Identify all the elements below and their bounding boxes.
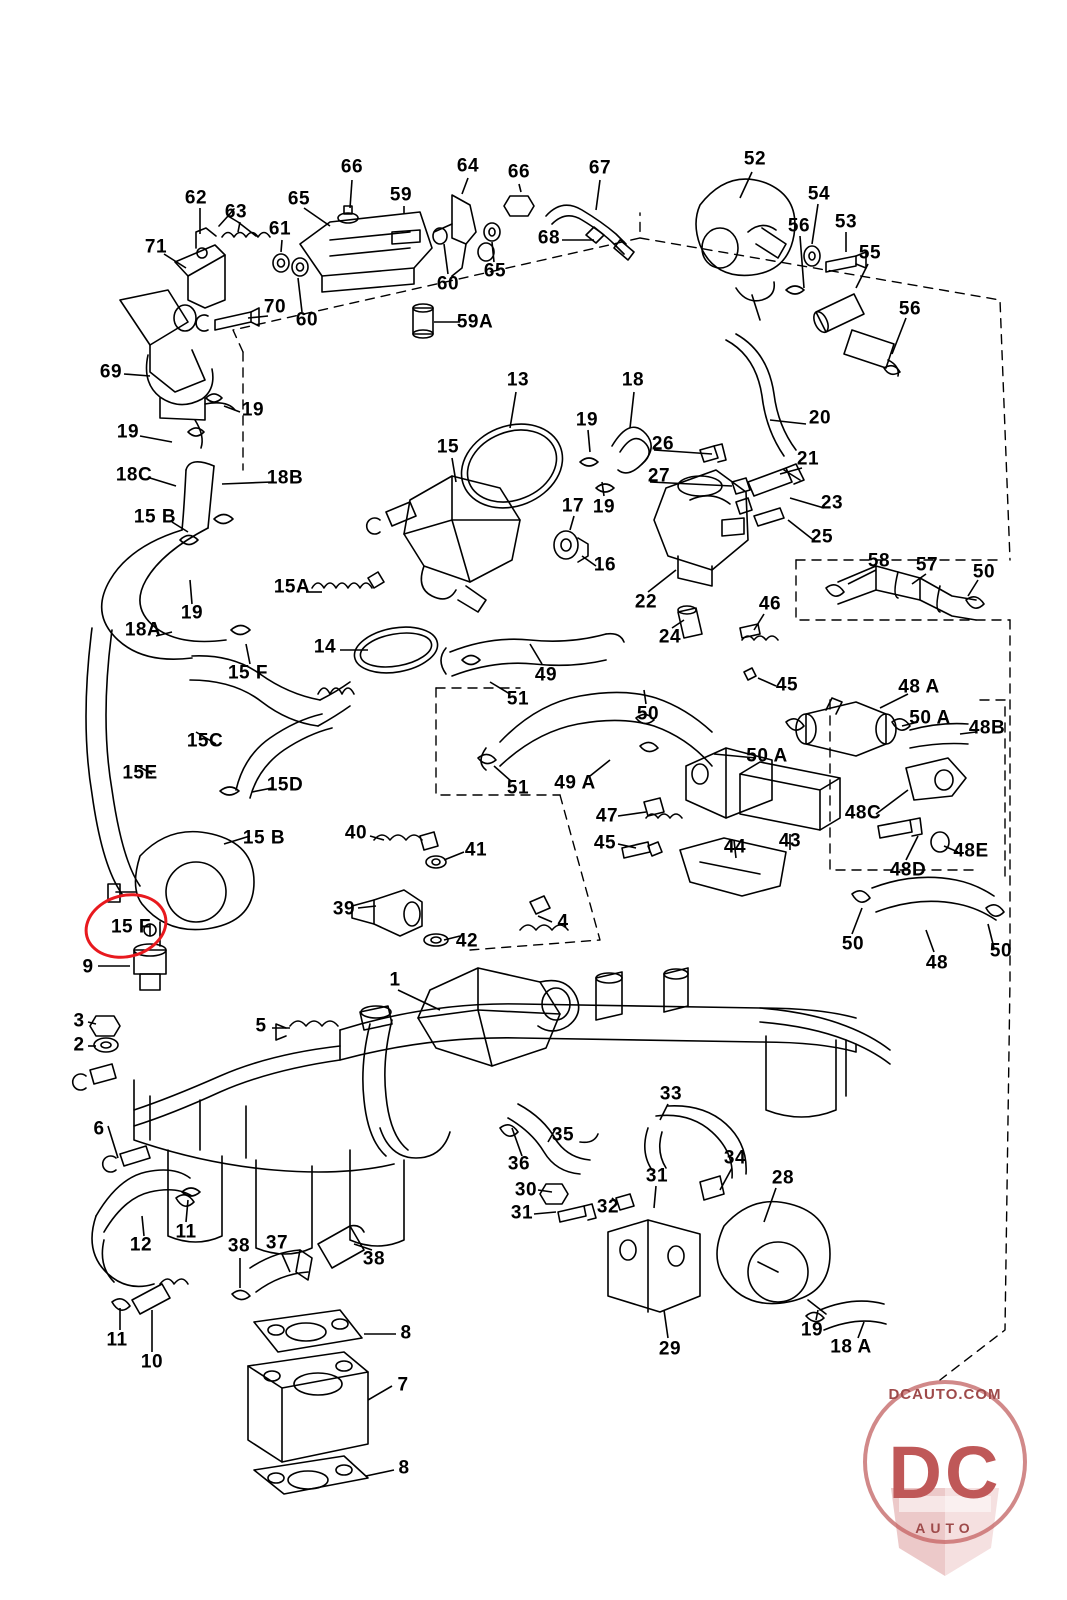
callout-label: 15E	[122, 762, 158, 784]
watermark-bottom-text: AUTO	[915, 1520, 975, 1536]
callout-label: 23	[820, 492, 844, 514]
callout-label: 51	[506, 688, 530, 710]
callout-label: 4	[557, 911, 569, 933]
callout-label: 16	[593, 554, 617, 576]
watermark-top-text: DCAUTO.COM	[888, 1386, 1002, 1403]
callout-label: 50	[972, 561, 996, 583]
callout-label: 14	[313, 636, 337, 658]
callout-label: 15D	[266, 774, 304, 796]
callout-label: 51	[506, 777, 530, 799]
callout-label: 66	[507, 161, 531, 183]
callout-label: 15 B	[133, 506, 177, 528]
callout-label: 25	[810, 526, 834, 548]
callout-label: 44	[723, 836, 747, 858]
callout-label: 20	[808, 407, 832, 429]
callout-label: 18 A	[830, 1336, 872, 1358]
callout-label: 40	[344, 822, 368, 844]
callout-label: 53	[834, 211, 858, 233]
callout-label: 59	[389, 184, 413, 206]
callout-label: 52	[743, 148, 767, 170]
callout-label: 71	[144, 236, 168, 258]
callout-label: 13	[506, 369, 530, 391]
callout-label: 48 A	[898, 676, 940, 698]
callout-label: 49	[534, 664, 558, 686]
callout-label: 8	[400, 1322, 412, 1344]
callout-label: 31	[510, 1202, 534, 1224]
callout-label: 61	[268, 218, 292, 240]
callout-label: 39	[332, 898, 356, 920]
callout-label: 19	[241, 399, 265, 421]
callout-label: 6	[93, 1118, 105, 1140]
callout-label: 38	[227, 1235, 251, 1257]
callout-label: 64	[456, 155, 480, 177]
callout-label: 48B	[968, 717, 1006, 739]
callout-label: 28	[771, 1167, 795, 1189]
callout-label: 66	[340, 156, 364, 178]
callout-label: 33	[659, 1083, 683, 1105]
callout-label: 38	[362, 1248, 386, 1270]
callout-label: 48E	[953, 840, 989, 862]
callout-label: 45	[775, 674, 799, 696]
callout-label: 11	[106, 1329, 128, 1351]
watermark-main-text: DC	[888, 1431, 1002, 1514]
callout-label: 56	[898, 298, 922, 320]
callout-label: 65	[287, 188, 311, 210]
callout-label: 43	[778, 830, 802, 852]
callout-label: 62	[184, 187, 208, 209]
callout-label-highlighted: 15 F	[110, 916, 152, 938]
callout-label: 15 B	[242, 827, 286, 849]
callout-label: 48D	[889, 859, 927, 881]
callout-label: 19	[575, 409, 599, 431]
callout-label: 46	[758, 593, 782, 615]
watermark-dcauto	[855, 1378, 1035, 1583]
callout-label: 69	[99, 361, 123, 383]
callout-label: 18A	[124, 619, 162, 641]
callout-label: 26	[651, 433, 675, 455]
callout-label: 48C	[844, 802, 882, 824]
callout-label: 36	[507, 1153, 531, 1175]
callout-label: 50	[989, 940, 1013, 962]
callout-label: 3	[73, 1010, 85, 1032]
callout-label: 65	[483, 260, 507, 282]
callout-label: 47	[595, 805, 619, 827]
callout-label: 19	[800, 1319, 824, 1341]
callout-label: 19	[592, 496, 616, 518]
callout-label: 9	[82, 956, 94, 978]
callout-label: 54	[807, 183, 831, 205]
callout-label: 59A	[456, 311, 494, 333]
callout-label: 8	[398, 1457, 410, 1479]
callout-label: 18B	[266, 467, 304, 489]
callout-label: 1	[389, 969, 401, 991]
callout-label: 32	[596, 1196, 620, 1218]
callout-label: 24	[658, 626, 682, 648]
callout-label: 35	[551, 1124, 575, 1146]
callout-label: 15 F	[227, 662, 269, 684]
callout-label: 15C	[186, 730, 224, 752]
callout-label: 37	[265, 1232, 289, 1254]
callout-label: 56	[787, 215, 811, 237]
callout-label: 18	[621, 369, 645, 391]
callout-label: 19	[180, 602, 204, 624]
callout-label: 60	[295, 309, 319, 331]
callout-label: 50	[841, 933, 865, 955]
callout-label: 58	[867, 550, 891, 572]
callout-label: 49 A	[554, 772, 596, 794]
callout-label: 10	[140, 1351, 164, 1373]
callout-label: 63	[224, 201, 248, 223]
callout-label: 50 A	[746, 745, 788, 767]
callout-label: 30	[514, 1179, 538, 1201]
callout-label: 68	[537, 227, 561, 249]
callout-label: 70	[263, 296, 287, 318]
callout-label: 45	[593, 832, 617, 854]
callout-label: 17	[561, 495, 585, 517]
callout-label: 57	[915, 554, 939, 576]
callout-label: 29	[658, 1338, 682, 1360]
callout-label: 50	[636, 703, 660, 725]
callout-label: 50 A	[909, 707, 951, 729]
callout-label: 5	[255, 1015, 267, 1037]
callout-label: 22	[634, 591, 658, 613]
callout-label: 19	[116, 421, 140, 443]
callout-label: 18C	[115, 464, 153, 486]
callout-label: 42	[455, 930, 479, 952]
callout-label: 67	[588, 157, 612, 179]
callout-label: 15A	[273, 576, 311, 598]
callout-label: 2	[73, 1034, 85, 1056]
callout-label: 41	[464, 839, 488, 861]
callout-label: 48	[925, 952, 949, 974]
callout-label: 34	[723, 1147, 747, 1169]
callout-label: 55	[858, 242, 882, 264]
callout-label: 31	[645, 1165, 669, 1187]
callout-label: 15	[436, 436, 460, 458]
callout-label: 7	[397, 1374, 409, 1396]
callout-label: 12	[129, 1234, 153, 1256]
callout-label: 21	[796, 448, 820, 470]
callout-label: 27	[647, 465, 671, 487]
callout-label: 11	[175, 1221, 197, 1243]
callout-label: 60	[436, 273, 460, 295]
